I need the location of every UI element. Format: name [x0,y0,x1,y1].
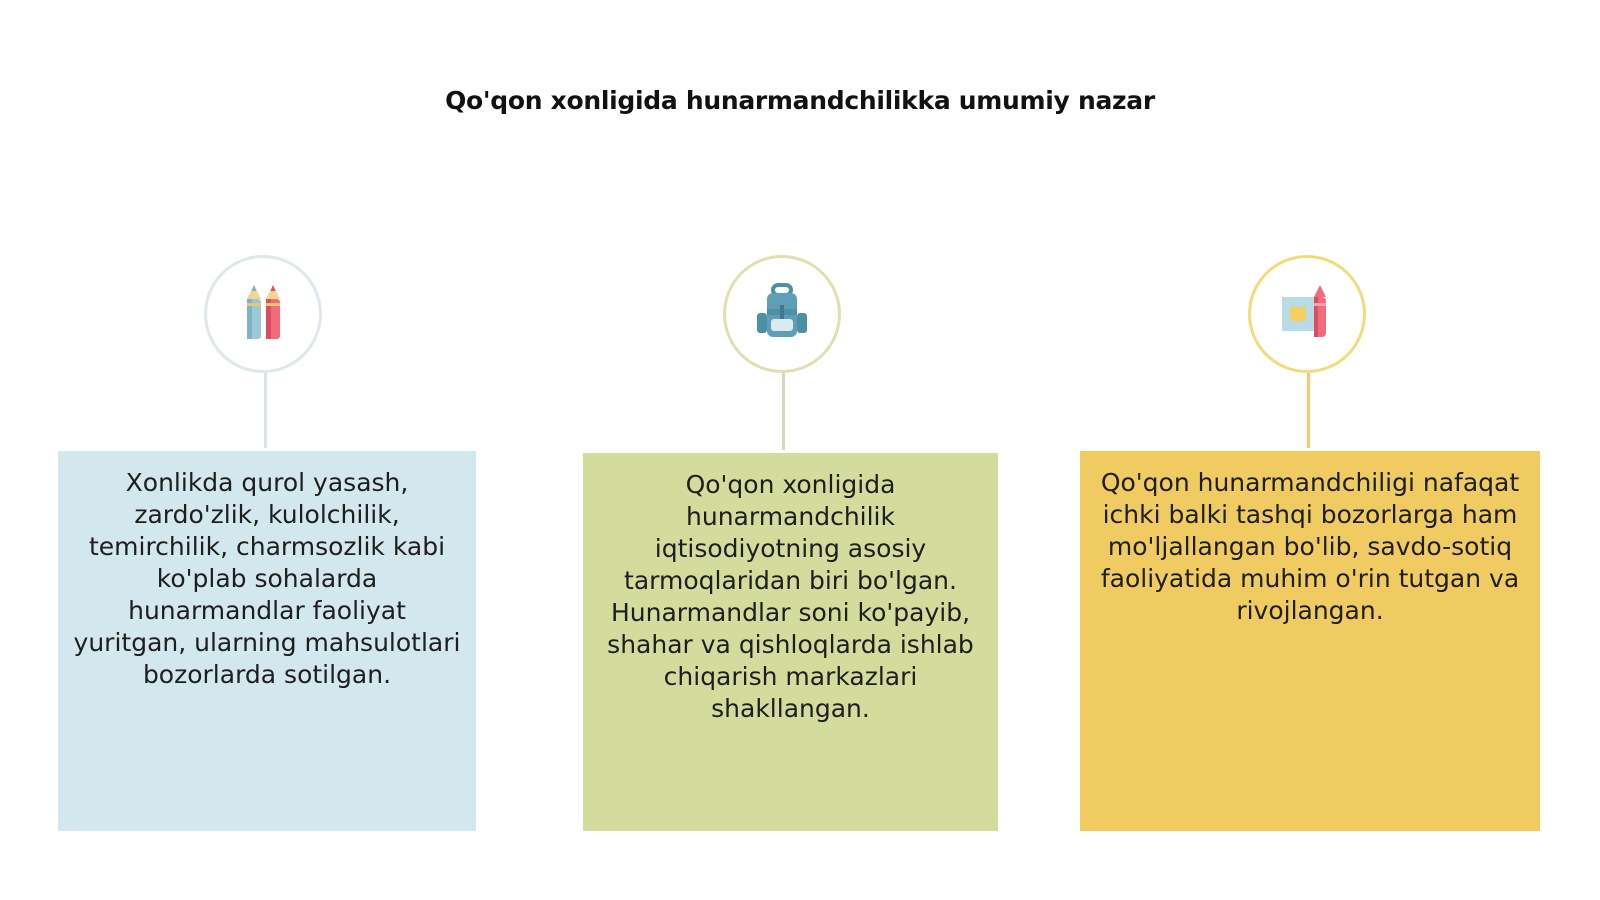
backpack-icon [751,283,813,345]
colored-pencils-icon [233,283,293,345]
icon-circle-2 [723,255,841,373]
info-card-1-text: Xonlikda qurol yasash, zardo'zlik, kulolchilik, temirchilik, charmsozlik kabi ko'plab sohalarda hunarmandlar faoliyat yuritgan, ularning mahsulotlari bozorlarda sotilgan. [73,468,461,689]
icon-circle-3 [1248,255,1366,373]
icon-circle-1 [204,255,322,373]
info-card-1 [58,451,476,831]
info-card-3-text: Qo'qon hunarmandchiligi nafaqat ichki balki tashqi bozorlarga ham mo'ljallangan bo'lib, savdo-sotiq faoliyatida muhim o'rin tutgan va rivojlangan. [1100,468,1520,625]
info-card-3 [1080,451,1540,831]
connector-line-3 [1307,373,1310,448]
page-title: Qo'qon xonligida hunarmandchilikka umumiy nazar [445,86,1155,115]
canvas-and-crayon-icon [1276,283,1338,345]
info-card-2-text: Qo'qon xonligida hunarmandchilik iqtisodiyotning asosiy tarmoqlaridan biri bo'lgan. Hunarmandlar soni ko'payib, shahar va qishloqlarda ishlab chiqarish markazlari shakllangan. [607,470,974,723]
connector-line-2 [782,373,785,450]
info-card-2 [583,453,998,831]
connector-line-1 [264,373,267,448]
